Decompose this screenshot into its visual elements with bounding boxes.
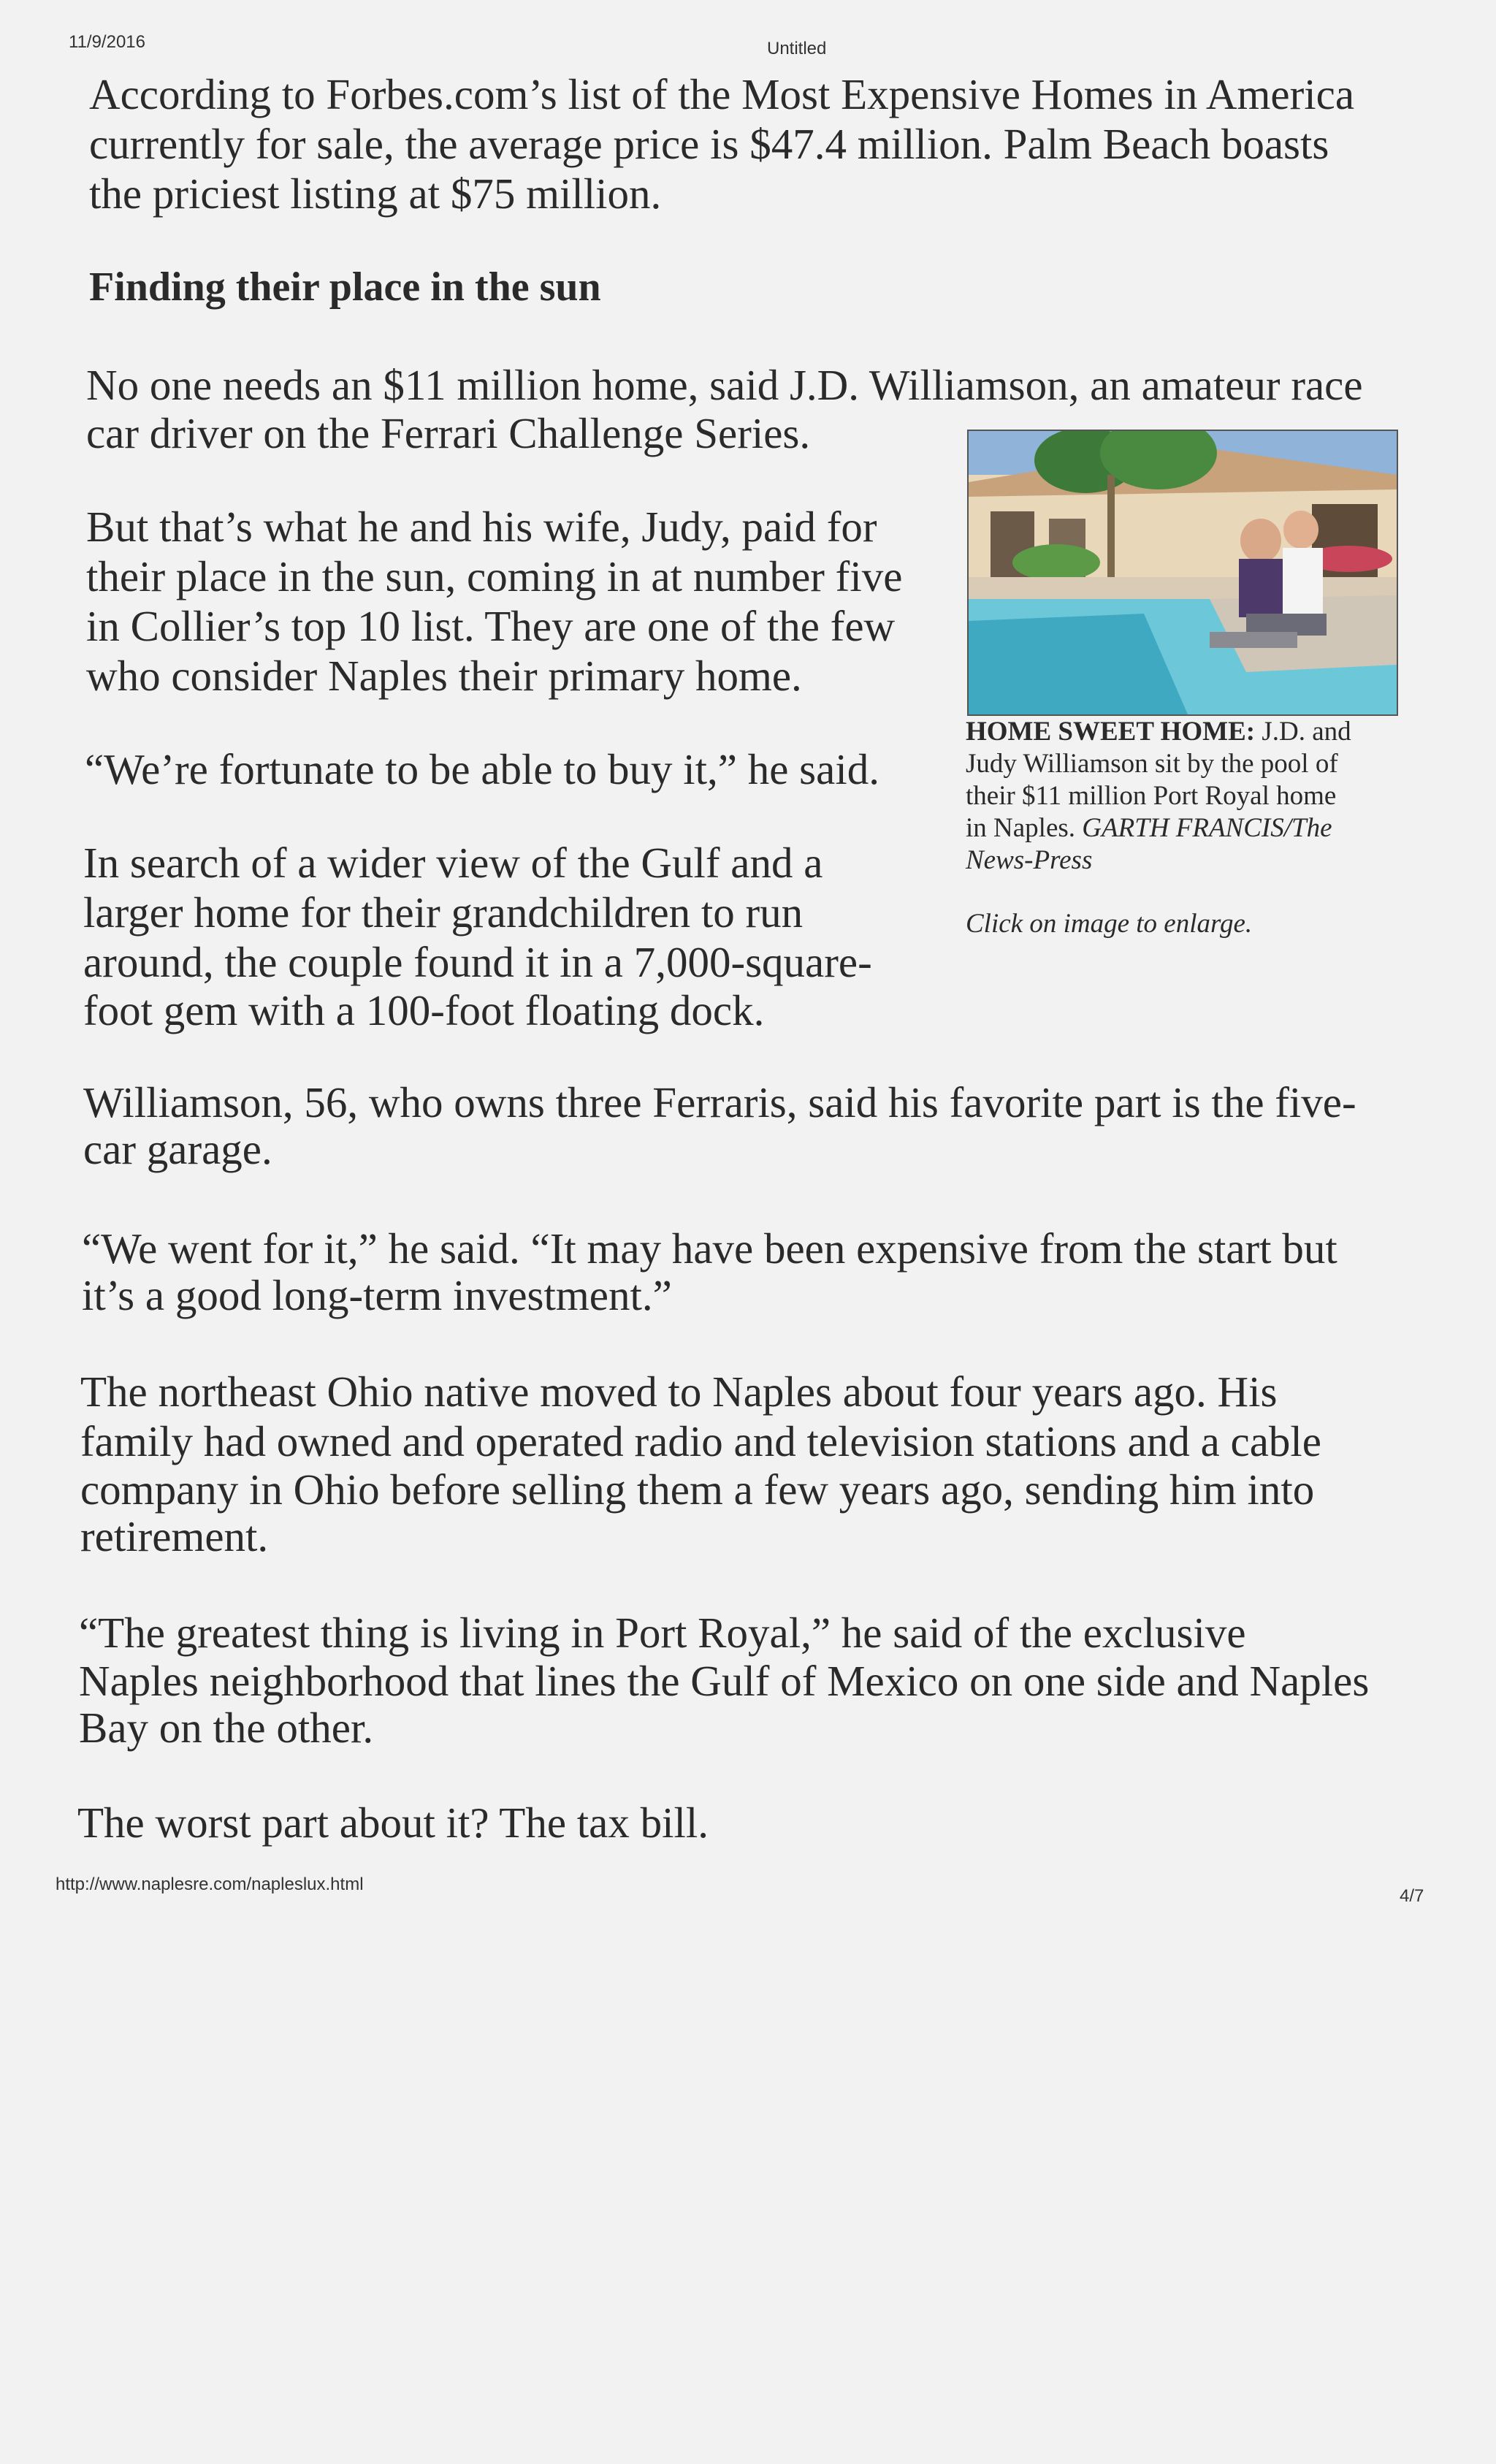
text-line: foot gem with a 100-foot floating dock. xyxy=(83,986,765,1034)
text-line: the priciest listing at $75 million. xyxy=(89,169,662,218)
section-heading: Finding their place in the sun xyxy=(89,264,601,310)
caption-line xyxy=(966,844,1092,877)
text-line: According to Forbes.com’s list of the Most Expensive Homes in America xyxy=(89,70,1355,118)
text-line: Naples neighborhood that lines the Gulf of Mexico on one side and Naples xyxy=(79,1657,1370,1705)
caption-text: in Naples. xyxy=(966,813,1076,843)
photo-pool-couple-icon xyxy=(969,431,1397,714)
photo-credit: News-Press xyxy=(966,845,1093,875)
paragraph-3: “We’re fortunate to be able to buy it,” he said. xyxy=(85,745,879,793)
text-line: around, the couple found it in a 7,000-square- xyxy=(83,938,872,986)
text-line: company in Ohio before selling them a few years ago, sending him into xyxy=(80,1465,1315,1514)
caption-text: J.D. and xyxy=(1262,717,1351,747)
caption-line: Judy Williamson sit by the pool of xyxy=(966,749,1338,779)
text-line: larger home for their grandchildren to run xyxy=(83,888,804,937)
text-line: family had owned and operated radio and television stations and a cable xyxy=(80,1417,1321,1465)
text-line: In search of a wider view of the Gulf and a xyxy=(83,839,823,887)
pool-photo[interactable] xyxy=(967,430,1398,716)
page-title: Untitled xyxy=(767,39,827,58)
page-number: 4/7 xyxy=(1400,1886,1424,1906)
text-line: But that’s what he and his wife, Judy, paid for xyxy=(86,503,877,551)
source-url[interactable]: http://www.naplesre.com/napleslux.html xyxy=(56,1874,364,1894)
text-line: Williamson, 56, who owns three Ferraris, said his favorite part is the five- xyxy=(83,1078,1356,1126)
paragraph-9: The worst part about it? The tax bill. xyxy=(77,1799,709,1847)
text-line: retirement. xyxy=(80,1512,269,1560)
photo-credit: GARTH FRANCIS/The xyxy=(1082,813,1332,843)
text-line: “We went for it,” he said. “It may have been expensive from the start but xyxy=(82,1224,1337,1273)
text-line: currently for sale, the average price is $47.4 million. Palm Beach boasts xyxy=(89,120,1329,168)
text-line: car garage. xyxy=(83,1125,272,1173)
text-line: who consider Naples their primary home. xyxy=(86,652,802,700)
text-line: car driver on the Ferrari Challenge Series. xyxy=(86,409,811,457)
text-line: their place in the sun, coming in at number five xyxy=(86,552,903,600)
caption-line xyxy=(966,716,1351,748)
text-line: in Collier’s top 10 list. They are one of the few xyxy=(86,602,896,650)
text-line: No one needs an $11 million home, said J.D. Williamson, an amateur race xyxy=(86,361,1363,409)
print-date: 11/9/2016 xyxy=(69,32,145,52)
caption-bold: HOME SWEET HOME: xyxy=(966,717,1256,747)
text-line: The northeast Ohio native moved to Naples about four years ago. His xyxy=(80,1368,1278,1416)
caption-line: their $11 million Port Royal home xyxy=(966,781,1337,811)
enlarge-link[interactable] xyxy=(966,908,1252,940)
text-line: Bay on the other. xyxy=(79,1704,374,1752)
text-line: it’s a good long-term investment.” xyxy=(82,1271,672,1319)
text-line: “The greatest thing is living in Port Royal,” he said of the exclusive xyxy=(79,1609,1246,1657)
caption-line xyxy=(966,812,1332,844)
enlarge-text: Click on image to enlarge. xyxy=(966,909,1253,939)
